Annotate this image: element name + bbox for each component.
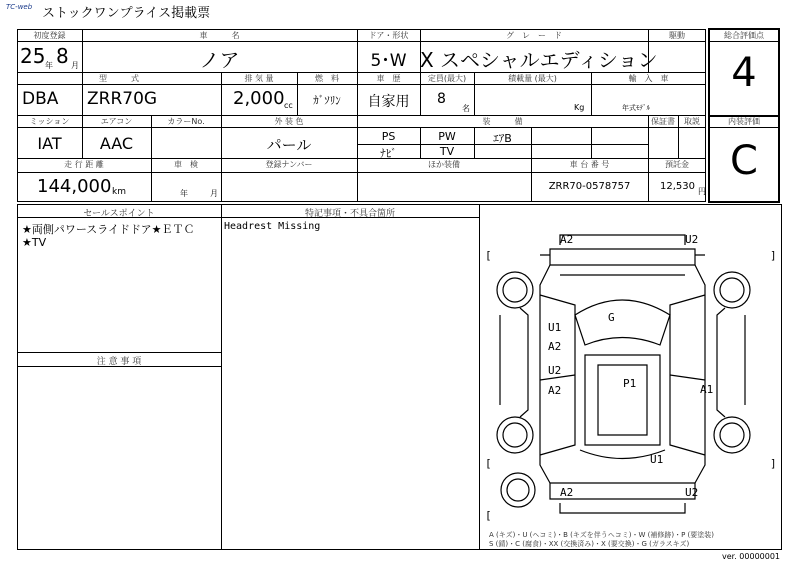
caption-aircon: エアコン <box>100 117 133 126</box>
diagram-label-9: A1 <box>700 383 714 396</box>
caption-grade: グ レ ー ド <box>506 31 562 40</box>
overall-grade: 4 <box>731 50 757 96</box>
equip-tv: TV <box>439 145 455 158</box>
deposit: 12,530 <box>660 181 695 192</box>
bracket-open-2: [ <box>485 457 492 470</box>
equip-pw: PW <box>438 130 456 143</box>
caption-warranty: 保証書 <box>651 117 675 126</box>
caption-exterior: 外 装 色 <box>274 117 304 126</box>
diagram-label-6: U2 <box>548 364 562 377</box>
diagram-label-7: A2 <box>548 384 562 397</box>
load-unit: Kg <box>574 103 585 112</box>
model: ZRR70G <box>87 89 158 109</box>
caption-mission: ミッション <box>29 117 70 126</box>
caption-first-reg: 初度登録 <box>33 31 66 40</box>
version: ver. 00000001 <box>722 552 781 561</box>
inspection-month-unit: 月 <box>210 189 218 198</box>
diagram-label-10: U1 <box>650 453 664 466</box>
caption-model: 型 式 <box>99 74 139 83</box>
caption-load: 積載量 (最大) <box>508 74 557 83</box>
car-type: 自家用 <box>367 94 410 110</box>
car-damage-diagram <box>480 205 781 549</box>
sales-point-line-1: ★両側パワースライドドア★ＥＴＣ <box>22 223 195 236</box>
first-reg-year-unit: 年 <box>45 61 53 70</box>
legend-line-1: A (キズ)・U (ヘコミ)・B (キズを伴うヘコミ)・W (補修跡)・P (要塗装) <box>489 531 715 539</box>
caption-car-type: 車 歴 <box>376 74 401 83</box>
deposit-unit: 円 <box>698 187 706 196</box>
caption-interior-grade: 内装評価 <box>728 117 760 126</box>
caption-capacity: 定員(最大) <box>427 74 467 83</box>
mileage: 144,000 <box>37 176 112 197</box>
interior-grade: C <box>730 138 758 184</box>
first-reg-month: 8 <box>56 44 69 68</box>
grade: X スペシャルエディション <box>420 48 658 72</box>
bracket-close-2: ] <box>770 457 777 470</box>
chassis-number: ZRR70-0578757 <box>548 181 631 192</box>
displacement-unit: cc <box>284 101 293 110</box>
diagram-label-1: A2 <box>560 233 574 246</box>
caption-door-type: ドア・形状 <box>368 31 409 40</box>
legend-line-2: S (錆)・C (腐食)・XX (交換済み)・X (要交換)・G (ガラスキズ) <box>489 540 690 548</box>
logo: TC-web <box>6 3 33 11</box>
capacity: 8 <box>437 91 446 107</box>
caption-manual: 取説 <box>684 117 700 126</box>
caption-sales-points: セールスポイント <box>83 209 155 219</box>
equip-ps: PS <box>381 130 396 143</box>
fuel: ｶﾞｿﾘﾝ <box>313 94 341 107</box>
mileage-unit: km <box>112 187 126 197</box>
capacity-unit: 名 <box>462 104 470 113</box>
bracket-close-1: ] <box>770 249 777 262</box>
caption-other-equipment: ほか装備 <box>428 160 460 169</box>
door-type: 5･W <box>370 51 407 71</box>
sales-point-line-2: ★TV <box>22 236 47 249</box>
caption-car-name: 車 名 <box>199 31 240 40</box>
caption-fuel: 燃 料 <box>315 74 339 83</box>
inspection-year-unit: 年 <box>180 189 188 198</box>
caption-caution: 注 意 事 項 <box>96 357 142 367</box>
caption-color-no: カラーNo. <box>167 117 205 126</box>
caption-deposit: 預託金 <box>665 160 689 169</box>
diagram-label-3: G <box>608 311 615 324</box>
caption-displacement: 排 気 量 <box>244 74 274 83</box>
caption-drive: 駆動 <box>669 31 685 40</box>
caption-notes: 特記事項・不具合箇所 <box>304 209 395 219</box>
bracket-open-3: [ <box>485 509 492 522</box>
mission: IAT <box>37 134 62 153</box>
caption-equipment: 装 備 <box>482 117 523 126</box>
equip-navi: ﾅﾋﾞ <box>380 147 397 160</box>
diagram-label-2: U2 <box>685 233 699 246</box>
aircon: AAC <box>99 134 134 153</box>
displacement: 2,000 <box>233 88 285 109</box>
caption-mileage: 走 行 距 離 <box>64 160 104 169</box>
diagram-label-5: A2 <box>548 340 562 353</box>
note-line-1: Headrest Missing <box>224 221 321 232</box>
diagram-label-4: U1 <box>548 321 562 334</box>
page-title: ストックワンプライス掲載票 <box>42 6 211 21</box>
exterior-color: パール <box>266 136 312 154</box>
caption-overall-grade: 総合評価点 <box>724 31 764 40</box>
diagram-label-8: P1 <box>623 377 637 390</box>
caption-import: 輸 入 車 <box>628 74 669 83</box>
caption-chassis: 車 台 番 号 <box>569 160 610 169</box>
caption-inspection: 車 検 <box>174 160 198 169</box>
import-unit: 年式ﾓﾃﾞﾙ <box>622 104 650 112</box>
caption-plate: 登録ナンバー <box>265 160 313 169</box>
first-reg-month-unit: 月 <box>71 61 79 70</box>
equip-airbag: ｴｱB <box>493 132 512 145</box>
bracket-open-1: [ <box>485 249 492 262</box>
car-name: ノア <box>199 48 240 72</box>
diagram-label-11: A2 <box>560 486 574 499</box>
diagram-label-12: U2 <box>685 486 699 499</box>
first-reg-year: 25 <box>20 44 46 68</box>
model-prefix: DBA <box>22 89 59 109</box>
